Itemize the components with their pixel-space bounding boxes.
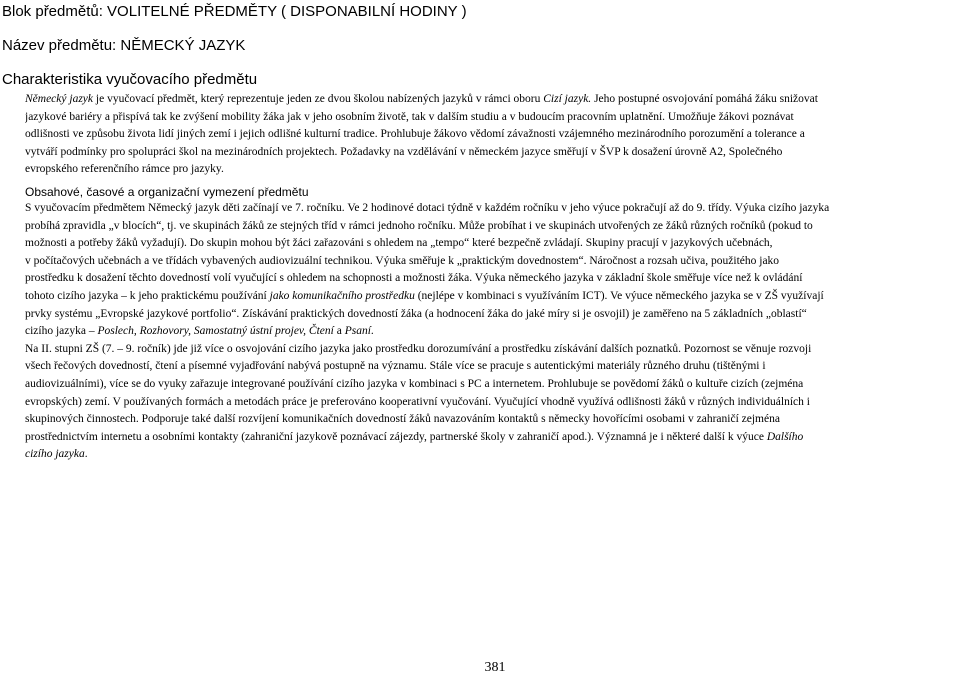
paragraph-line: prostředku k dosažení těchto dovedností volí vyučující s ohledem na schopnosti a možnosti žáka. Výuka německého jazyka v základní škole směřuje více než k ovládání [25, 272, 803, 285]
paragraph-line: cizího jazyka – Poslech, Rozhovory, Samostatný ústní projev, Čtení a Psaní. [25, 325, 374, 338]
paragraph-line: možnosti a potřeby žáků vyžadují). Do skupin mohou být žáci zařazováni s ohledem na „tempo“ které bezpečně zvládají. Skupiny pracují v jazykových učebnách, [25, 237, 773, 250]
paragraph-line: Německý jazyk je vyučovací předmět, který reprezentuje jeden ze dvou školou nabízených jazyků v rámci oboru Cizí jazyk. Jeho postupné osvojování pomáhá žáku snižovat [25, 93, 818, 105]
page-number: 381 [484, 660, 506, 675]
paragraph-line: probíhá zpravidla „v blocích“, tj. ve skupinách žáků ze stejných tříd v rámci jednoho ročníku. Může probíhat i ve skupinách utvořených ze žáků různých ročníků (pokud to [25, 219, 813, 232]
paragraph-line: cizího jazyka. [25, 448, 88, 461]
paragraph-line: tohoto cizího jazyka – k jeho praktickému používání jako komunikačního prostředku (nejlépe v kombinaci s využíváním ICT). Ve výuce německého jazyka se v ZŠ využívají [25, 289, 824, 302]
paragraph-line: vytváří podmínky pro spolupráci škol na mezinárodních projektech. Požadavky na vzdělávání v německém jazyce směřují v ŠVP k dosažení úrovně A2, Společného [25, 145, 783, 158]
paragraph-line: všech řečových dovedností, čtení a písemné vyjadřování nabývá postupně na významu. Stále více se pracuje s autentickými materiály různého druhu (tištěnými i [25, 360, 766, 373]
characteristics-heading: Charakteristika vyučovacího předmětu [2, 71, 258, 88]
paragraph-line: audiovizuálními), více se do vyuky zařazuje integrované používání cizího jazyka v kombinaci s PC a internetem. Prohlubuje se povědomí žáků o kultuře cizích (zejména [25, 377, 804, 390]
paragraph-line: prvky systému „Evropské jazykové portfolio“. Získávání praktických dovedností žáka (a hodnocení žáka do jaké míry si je osvojil) je zaměřeno na 5 základních „oblastí“ [25, 307, 807, 320]
paragraph-line: S vyučovacím předmětem Německý jazyk děti začínají ve 7. ročníku. Ve 2 hodinové dotaci týdně v každém ročníku v jeho výuce pokračují až do 9. třídy. Výuka cizího jazyka [25, 202, 830, 214]
paragraph-line: evropských) zemí. V používaných formách a metodách práce je preferováno kooperativní vyučování. Vyučující vhodně využívá odlišnosti žáků v různých individuálních i [25, 395, 810, 408]
paragraph-line: evropského referenčního rámce pro jazyky. [25, 163, 224, 175]
organization-paragraph [25, 200, 960, 464]
paragraph-line: odlišnosti ve způsobu života lidí jiných zemí i jejich odlišné kulturní tradice. Prohlubuje žákovo vědomí závažnosti vzájemného mezinárodního porozumění a tolerance a [25, 128, 805, 140]
characteristics-paragraph [25, 91, 955, 179]
paragraph-line: Na II. stupni ZŠ (7. – 9. ročník) jde již více o osvojování cizího jazyka jako prostředku dorozumívání a prostředku získávání dalších poznatků. Pozornost se věnuje rozvoji [25, 342, 812, 355]
paragraph-line: jazykové bariéry a přispívá tak ke zvýšení mobility žáka jak v jeho osobním životě, tak v dalším studiu a v budoucím pracovním uplatnění. Umožňuje žákovi poznávat [25, 110, 794, 123]
organization-heading: Obsahové, časové a organizační vymezení předmětu [25, 185, 309, 199]
subject-heading: Název předmětu: NĚMECKÝ JAZYK [2, 37, 246, 54]
paragraph-line: prostřednictvím internetu a osobními kontakty (zahraniční jazykově poznávací zájezdy, partnerské školy v zahraničí apod.). Významná je i některé další k výuce Dalšího [25, 430, 804, 443]
paragraph-line: v počítačových učebnách a ve třídách vybavených audiovizuální technikou. Výuka směřuje k „praktickým dovednostem“. Náročnost a rozsah učiva, použitého jako [25, 254, 780, 267]
block-heading: Blok předmětů: VOLITELNÉ PŘEDMĚTY ( DISPONABILNÍ HODINY ) [2, 3, 467, 20]
paragraph-line: skupinových činnostech. Podporuje také další rozvíjení komunikačních dovedností žáků navazováním kontaktů s německy hovořícími osobami v zahraničí zejména [25, 413, 780, 426]
